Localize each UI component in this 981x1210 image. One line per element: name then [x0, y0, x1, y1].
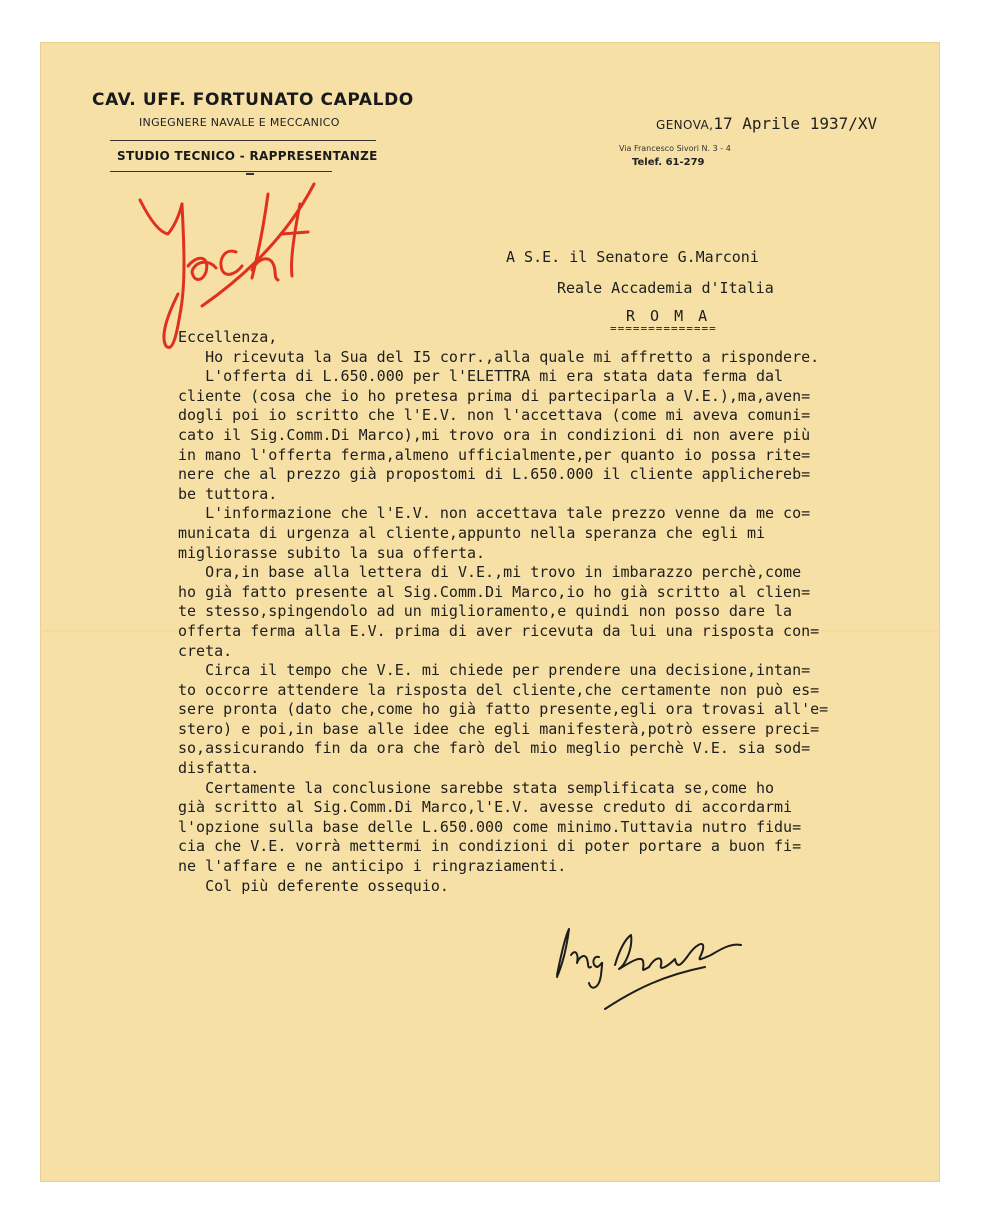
body-line: disfatta.: [178, 759, 260, 778]
recipient-name: A S.E. il Senatore G.Marconi: [506, 248, 759, 266]
dateline-date: 17 Aprile 1937/XV: [713, 114, 878, 133]
dateline-city: GENOVA,: [656, 118, 714, 132]
body-line: Circa il tempo che V.E. mi chiede per prendere una decisione,intan=: [178, 661, 811, 680]
body-line: L'offerta di L.650.000 per l'ELETTRA mi era stata data ferma dal: [178, 367, 784, 386]
letterhead-name: CAV. UFF. FORTUNATO CAPALDO: [92, 90, 414, 110]
body-line: municata di urgenza al cliente,appunto nella speranza che egli mi: [178, 523, 765, 542]
recipient-institution: Reale Accademia d'Italia: [557, 279, 774, 297]
body-line: Certamente la conclusione sarebbe stata semplificata se,come ho: [178, 778, 775, 797]
body-line: so,assicurando fin da ora che farò del mio meglio perchè V.E. sia sod=: [178, 739, 811, 758]
body-line: l'opzione sulla base delle L.650.000 come minimo.Tuttavia nutro fidu=: [178, 817, 802, 836]
body-line: nere che al prezzo già propostomi di L.650.000 il cliente applichereb=: [178, 465, 811, 484]
recipient-city: R O M A: [626, 307, 711, 325]
letterhead-phone: Telef. 61-279: [632, 157, 705, 168]
handwritten-signature: [545, 915, 755, 1015]
body-line: cliente (cosa che io ho pretesa prima di parteciparla a V.E.),ma,aven=: [178, 386, 811, 405]
salutation: Eccellenza,: [178, 328, 278, 346]
body-line: ho già fatto presente al Sig.Comm.Di Marco,io ho già scritto al clien=: [178, 582, 811, 601]
letterhead-studio: STUDIO TECNICO - RAPPRESENTANZE: [117, 149, 378, 163]
body-line: cia che V.E. vorrà mettermi in condizioni di poter portare a buon fi=: [178, 837, 802, 856]
body-line: offerta ferma alla E.V. prima di aver ricevuta da lui una risposta con=: [178, 621, 820, 640]
body-line: creta.: [178, 641, 233, 660]
body-line: te stesso,spingendolo ad un miglioramento,e quindi non posso dare la: [178, 602, 793, 621]
dateline: [656, 114, 877, 133]
body-line: Ho ricevuta la Sua del I5 corr.,alla quale mi affretto a rispondere.: [178, 347, 820, 366]
letterhead-rule-2: [110, 171, 332, 172]
body-line: stero) e poi,in base alle idee che egli manifesterà,potrò essere preci=: [178, 719, 820, 738]
body-line: to occorre attendere la risposta del cliente,che certamente non può es=: [178, 680, 820, 699]
body-line: Ora,in base alla lettera di V.E.,mi trovo in imbarazzo perchè,come: [178, 563, 802, 582]
body-line: sere pronta (dato che,come ho già fatto presente,egli ora trovasi all'e=: [178, 700, 829, 719]
letterhead-address: Via Francesco Sivori N. 3 - 4: [619, 144, 731, 153]
recipient-underline: ==============: [610, 322, 717, 335]
body-line: ne l'affare e ne anticipo i ringraziamenti.: [178, 857, 567, 876]
body-line: cato il Sig.Comm.Di Marco),mi trovo ora in condizioni di non avere più: [178, 425, 811, 444]
body-line: in mano l'offerta ferma,almeno ufficialmente,per quanto io possa rite=: [178, 445, 811, 464]
body-line: be tuttora.: [178, 484, 278, 503]
letterhead-rule: [110, 140, 376, 141]
body-line: già scritto al Sig.Comm.Di Marco,l'E.V. avesse creduto di accordarmi: [178, 798, 793, 817]
body-line: L'informazione che l'E.V. non accettava tale prezzo venne da me co=: [178, 504, 811, 523]
body-line: dogli poi io scritto che l'E.V. non l'accettava (come mi aveva comuni=: [178, 406, 811, 425]
letter-body: [178, 328, 918, 896]
body-line: migliorasse subito la sua offerta.: [178, 543, 486, 562]
closing: Col più deferente ossequio.: [178, 876, 449, 895]
letterhead-profession: INGEGNERE NAVALE E MECCANICO: [139, 116, 340, 129]
